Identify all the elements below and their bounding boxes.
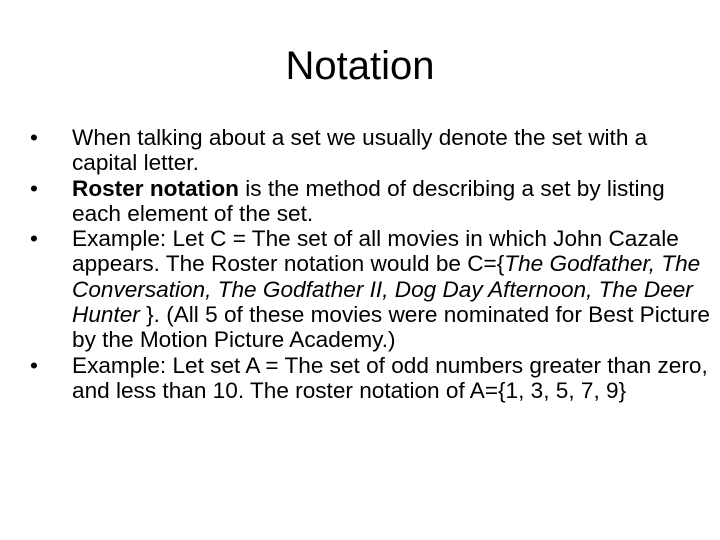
- bullet-icon: •: [30, 125, 38, 150]
- bullet-text-before: Example: Let C = The set of all movies in which John Cazale appears. The Roster notation would be C={: [72, 226, 679, 277]
- bullet-icon: •: [30, 352, 38, 378]
- bullet-item-odd-numbers-example: [30, 352, 710, 404]
- bullet-item-movie-example: [30, 226, 710, 353]
- bullet-icon: •: [30, 226, 38, 252]
- slide-title: Notation: [285, 44, 435, 88]
- bullet-item-set-denotation: [30, 125, 710, 176]
- bullet-list: [30, 125, 710, 403]
- bullet-text: When talking about a set we usually denote the set with a capital letter.: [72, 125, 648, 176]
- bullet-text: is the method of describing a set by listing each element of the set.: [72, 175, 665, 226]
- bullet-text: Example: Let set A = The set of odd numbers greater than zero, and less than 10. The roster notation of A={1, 3, 5, 7, 9}: [72, 352, 708, 403]
- bold-term: Roster notation: [72, 175, 239, 201]
- bullet-text-after: }. (All 5 of these movies were nominated for Best Picture by the Motion Picture Academy.): [72, 302, 710, 353]
- bullet-item-roster-notation: [30, 175, 710, 227]
- bullet-icon: •: [30, 175, 38, 201]
- movie-list: The Godfather, The Conversation, The Godfather II, Dog Day Afternoon, The Deer Hunter: [72, 251, 701, 328]
